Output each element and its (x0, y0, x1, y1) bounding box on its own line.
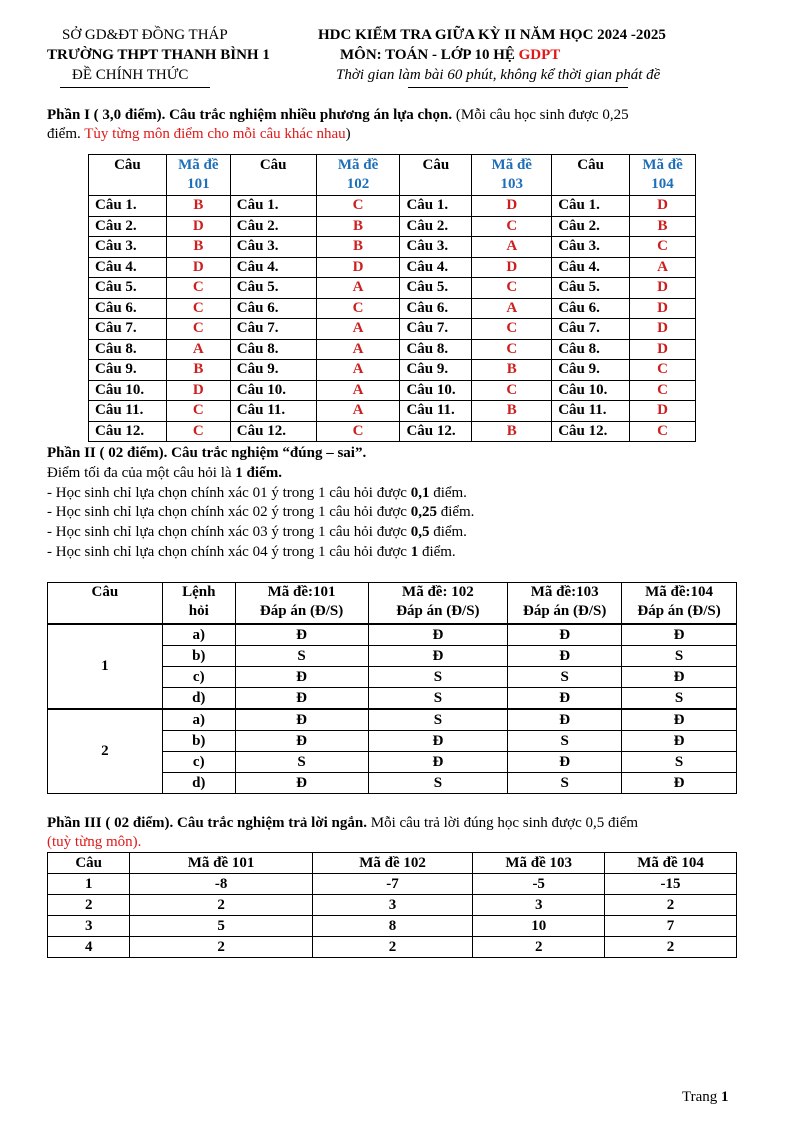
header-cau: Câu (552, 155, 630, 196)
answer-cell: A (316, 380, 400, 401)
answer-cell: 3 (473, 895, 605, 916)
header-cau: Câu (400, 155, 472, 196)
page-num: 1 (721, 1089, 729, 1105)
answer-cell: A (316, 319, 400, 340)
answer-cell: Đ (622, 624, 737, 646)
question-label: Câu 11. (230, 401, 316, 422)
question-label: Câu 6. (552, 298, 630, 319)
answer-cell: Đ (235, 709, 368, 731)
answer-cell: B (472, 421, 552, 442)
answer-cell: 2 (312, 937, 472, 958)
table-row (89, 216, 696, 237)
answer-cell: S (368, 667, 508, 688)
header-code-101: Mã đề 101 (166, 155, 230, 196)
question-label: Câu 6. (89, 298, 167, 319)
answer-cell: -7 (312, 874, 472, 895)
table-row (89, 237, 696, 258)
answer-cell: Đ (368, 731, 508, 752)
subject-line (340, 46, 560, 65)
header-code-102: Mã đề: 102 Đáp án (Đ/S) (368, 583, 508, 625)
answer-cell: 7 (605, 916, 737, 937)
header-code-104: Mã đề 104 (605, 853, 737, 874)
answer-cell: Đ (368, 624, 508, 646)
answer-cell: A (472, 237, 552, 258)
header-cau: Câu (48, 583, 163, 625)
max-score-value: 1 điểm. (235, 465, 282, 481)
part2-answer-table (47, 582, 737, 794)
answer-cell: B (630, 216, 696, 237)
answer-cell: C (316, 196, 400, 217)
question-label: Câu 4. (230, 257, 316, 278)
part1-heading-normal: (Mỗi câu học sinh được 0,25 (452, 107, 629, 123)
part3-heading-normal: Mỗi câu trả lời đúng học sinh được 0,5 điểm (366, 815, 639, 831)
answer-cell: Đ (235, 731, 368, 752)
question-label: Câu 4. (89, 257, 167, 278)
department-name: SỞ GD&ĐT ĐỒNG THÁP (62, 27, 228, 43)
answer-cell: Đ (508, 624, 622, 646)
item-label: b) (162, 646, 235, 667)
answer-cell: 2 (130, 895, 312, 916)
question-label: Câu 2. (89, 216, 167, 237)
answer-cell: A (316, 360, 400, 381)
answer-cell: Đ (368, 646, 508, 667)
question-label: Câu 2. (230, 216, 316, 237)
answer-cell: D (166, 380, 230, 401)
item-label: d) (162, 688, 235, 710)
answer-cell: C (316, 421, 400, 442)
official-underline (60, 87, 210, 88)
answer-cell: D (630, 196, 696, 217)
question-label: Câu 6. (400, 298, 472, 319)
answer-cell: A (166, 339, 230, 360)
question-label: Câu 12. (230, 421, 316, 442)
answer-cell: B (166, 360, 230, 381)
part1-note-red: Tùy từng môn điểm cho mỗi câu khác nhau (84, 126, 346, 142)
answer-cell: A (630, 257, 696, 278)
part1-answer-table (88, 154, 696, 442)
answer-cell: S (622, 688, 737, 710)
time-underline (408, 87, 628, 88)
answer-cell: C (472, 216, 552, 237)
item-label: a) (162, 709, 235, 731)
table-row (89, 380, 696, 401)
part3-heading (47, 814, 638, 833)
answer-cell: D (316, 257, 400, 278)
official-label: ĐỀ CHÍNH THỨC (72, 67, 189, 83)
time-note: Thời gian làm bài 60 phút, không kể thời gian phát đề (336, 67, 661, 83)
question-label: Câu 8. (552, 339, 630, 360)
part3-heading-bold: Phần III ( 02 điểm). Câu trắc nghiệm trả lời ngắn. (47, 815, 367, 831)
answer-cell: Đ (508, 709, 622, 731)
question-label: Câu 5. (400, 278, 472, 299)
answer-cell: D (630, 278, 696, 299)
header-cau: Câu (230, 155, 316, 196)
part2-rule: - Học sinh chỉ lựa chọn chính xác 02 ý trong 1 câu hỏi được 0,25 điểm. (47, 504, 475, 520)
answer-cell: Đ (622, 731, 737, 752)
question-number: 2 (48, 895, 130, 916)
answer-cell: S (235, 646, 368, 667)
header-code-104: Mã đề 104 (630, 155, 696, 196)
doc-title: HDC KIỂM TRA GIỮA KỲ II NĂM HỌC 2024 -2025 (318, 27, 666, 43)
header-code-103: Mã đề 103 (472, 155, 552, 196)
part3-answer-table (47, 852, 737, 958)
part1-header-row (89, 155, 696, 196)
answer-cell: S (368, 688, 508, 710)
table-row (48, 874, 737, 895)
answer-cell: C (630, 380, 696, 401)
question-label: Câu 5. (552, 278, 630, 299)
part2-rule: - Học sinh chỉ lựa chọn chính xác 04 ý trong 1 câu hỏi được 1 điểm. (47, 544, 456, 560)
question-label: Câu 1. (89, 196, 167, 217)
answer-cell: C (630, 360, 696, 381)
question-label: Câu 2. (400, 216, 472, 237)
answer-cell: B (316, 216, 400, 237)
question-label: Câu 3. (230, 237, 316, 258)
answer-cell: C (166, 319, 230, 340)
answer-cell: C (166, 298, 230, 319)
answer-cell: Đ (235, 688, 368, 710)
question-label: Câu 2. (552, 216, 630, 237)
answer-cell: Đ (368, 752, 508, 773)
question-label: Câu 9. (89, 360, 167, 381)
header-code-104: Mã đề:104 Đáp án (Đ/S) (622, 583, 737, 625)
answer-cell: S (368, 709, 508, 731)
question-label: Câu 4. (400, 257, 472, 278)
part2-heading: Phần II ( 02 điểm). Câu trắc nghiệm “đúng – sai”. (47, 445, 367, 461)
part1-heading-bold: Phần I ( 3,0 điểm). Câu trắc nghiệm nhiều phương án lựa chọn. (47, 107, 453, 123)
question-label: Câu 10. (400, 380, 472, 401)
question-label: Câu 3. (400, 237, 472, 258)
answer-cell: 8 (312, 916, 472, 937)
table-row (48, 937, 737, 958)
answer-cell: C (472, 380, 552, 401)
question-label: Câu 11. (552, 401, 630, 422)
answer-cell: S (508, 773, 622, 794)
question-label: Câu 1. (400, 196, 472, 217)
question-label: Câu 12. (89, 421, 167, 442)
table-row (89, 421, 696, 442)
question-label: Câu 11. (400, 401, 472, 422)
table-row (48, 895, 737, 916)
answer-cell: 2 (605, 895, 737, 916)
question-label: Câu 3. (552, 237, 630, 258)
answer-cell: A (472, 298, 552, 319)
answer-cell: C (472, 339, 552, 360)
question-label: Câu 8. (400, 339, 472, 360)
school-name: TRƯỜNG THPT THANH BÌNH 1 (47, 47, 270, 63)
answer-cell: C (316, 298, 400, 319)
question-label: Câu 5. (230, 278, 316, 299)
question-label: Câu 8. (230, 339, 316, 360)
part1-note-text: điểm. (47, 126, 85, 142)
part1-note (47, 125, 351, 144)
question-label: Câu 10. (89, 380, 167, 401)
answer-cell: B (166, 237, 230, 258)
answer-cell: 2 (473, 937, 605, 958)
question-number: 1 (48, 624, 163, 709)
question-label: Câu 5. (89, 278, 167, 299)
header-code-101: Mã đề 101 (130, 853, 312, 874)
header-code-102: Mã đề 102 (316, 155, 400, 196)
question-label: Câu 7. (400, 319, 472, 340)
question-label: Câu 6. (230, 298, 316, 319)
answer-cell: Đ (235, 667, 368, 688)
answer-cell: D (630, 401, 696, 422)
answer-cell: -5 (473, 874, 605, 895)
header-code-102: Mã đề 102 (312, 853, 472, 874)
header-code-101: Mã đề:101 Đáp án (Đ/S) (235, 583, 368, 625)
answer-cell: S (508, 731, 622, 752)
question-label: Câu 8. (89, 339, 167, 360)
question-label: Câu 3. (89, 237, 167, 258)
part2-rule: - Học sinh chỉ lựa chọn chính xác 01 ý trong 1 câu hỏi được 0,1 điểm. (47, 485, 467, 501)
answer-cell: A (316, 339, 400, 360)
answer-cell: D (166, 257, 230, 278)
answer-cell: D (472, 196, 552, 217)
table-row (89, 401, 696, 422)
answer-cell: S (508, 667, 622, 688)
answer-cell: C (166, 421, 230, 442)
answer-cell: D (630, 339, 696, 360)
answer-cell: C (472, 278, 552, 299)
answer-cell: B (472, 401, 552, 422)
header-code-103: Mã đề:103 Đáp án (Đ/S) (508, 583, 622, 625)
subject-text: MÔN: TOÁN - LỚP 10 HỆ (340, 47, 519, 63)
answer-cell: 5 (130, 916, 312, 937)
answer-cell: C (472, 319, 552, 340)
answer-cell: Đ (235, 624, 368, 646)
header-cau: Câu (89, 155, 167, 196)
part2-max-score (47, 464, 282, 483)
question-number: 4 (48, 937, 130, 958)
question-number: 2 (48, 709, 163, 794)
max-score-text: Điểm tối đa của một câu hỏi là (47, 465, 236, 481)
answer-cell: B (472, 360, 552, 381)
table-row (89, 319, 696, 340)
question-label: Câu 9. (400, 360, 472, 381)
answer-cell: Đ (622, 667, 737, 688)
question-number: 3 (48, 916, 130, 937)
question-number: 1 (48, 874, 130, 895)
answer-cell: S (622, 752, 737, 773)
question-label: Câu 1. (230, 196, 316, 217)
part2-header-row (48, 583, 737, 625)
answer-cell: D (630, 298, 696, 319)
answer-cell: D (630, 319, 696, 340)
item-label: b) (162, 731, 235, 752)
item-label: c) (162, 752, 235, 773)
table-row (89, 257, 696, 278)
answer-cell: -15 (605, 874, 737, 895)
answer-cell: D (166, 216, 230, 237)
question-label: Câu 10. (552, 380, 630, 401)
answer-cell: C (630, 421, 696, 442)
table-row (48, 624, 737, 646)
table-row (89, 196, 696, 217)
answer-cell: Đ (622, 709, 737, 731)
answer-cell: A (316, 401, 400, 422)
item-label: c) (162, 667, 235, 688)
question-label: Câu 10. (230, 380, 316, 401)
table-row (89, 360, 696, 381)
header-lenh-hoi: Lệnh hỏi (162, 583, 235, 625)
question-label: Câu 1. (552, 196, 630, 217)
table-row (89, 298, 696, 319)
page-number (682, 1088, 729, 1107)
answer-cell: 2 (130, 937, 312, 958)
answer-cell: Đ (508, 646, 622, 667)
answer-cell: A (316, 278, 400, 299)
answer-cell: S (368, 773, 508, 794)
table-row (48, 709, 737, 731)
answer-cell: Đ (622, 773, 737, 794)
header-cau: Câu (48, 853, 130, 874)
answer-cell: Đ (508, 752, 622, 773)
answer-cell: C (630, 237, 696, 258)
answer-cell: -8 (130, 874, 312, 895)
answer-cell: B (166, 196, 230, 217)
page-label: Trang (682, 1089, 722, 1105)
part3-header-row (48, 853, 737, 874)
part2-rule: - Học sinh chỉ lựa chọn chính xác 03 ý trong 1 câu hỏi được 0,5 điểm. (47, 524, 467, 540)
question-label: Câu 7. (230, 319, 316, 340)
answer-cell: S (622, 646, 737, 667)
question-label: Câu 9. (552, 360, 630, 381)
question-label: Câu 4. (552, 257, 630, 278)
part1-heading (47, 106, 629, 125)
answer-cell: Đ (235, 773, 368, 794)
question-label: Câu 7. (89, 319, 167, 340)
part3-note: (tuỳ từng môn). (47, 834, 142, 850)
answer-cell: Đ (508, 688, 622, 710)
item-label: a) (162, 624, 235, 646)
part1-note-end: ) (345, 126, 351, 142)
table-row (89, 278, 696, 299)
answer-cell: C (166, 401, 230, 422)
answer-cell: D (472, 257, 552, 278)
table-row (48, 916, 737, 937)
answer-cell: 2 (605, 937, 737, 958)
answer-cell: 10 (473, 916, 605, 937)
answer-cell: C (166, 278, 230, 299)
subject-highlight: GDPT (518, 47, 561, 63)
answer-cell: 3 (312, 895, 472, 916)
question-label: Câu 7. (552, 319, 630, 340)
answer-cell: B (316, 237, 400, 258)
item-label: d) (162, 773, 235, 794)
table-row (89, 339, 696, 360)
answer-cell: S (235, 752, 368, 773)
header-code-103: Mã đề 103 (473, 853, 605, 874)
question-label: Câu 11. (89, 401, 167, 422)
question-label: Câu 12. (400, 421, 472, 442)
question-label: Câu 9. (230, 360, 316, 381)
question-label: Câu 12. (552, 421, 630, 442)
